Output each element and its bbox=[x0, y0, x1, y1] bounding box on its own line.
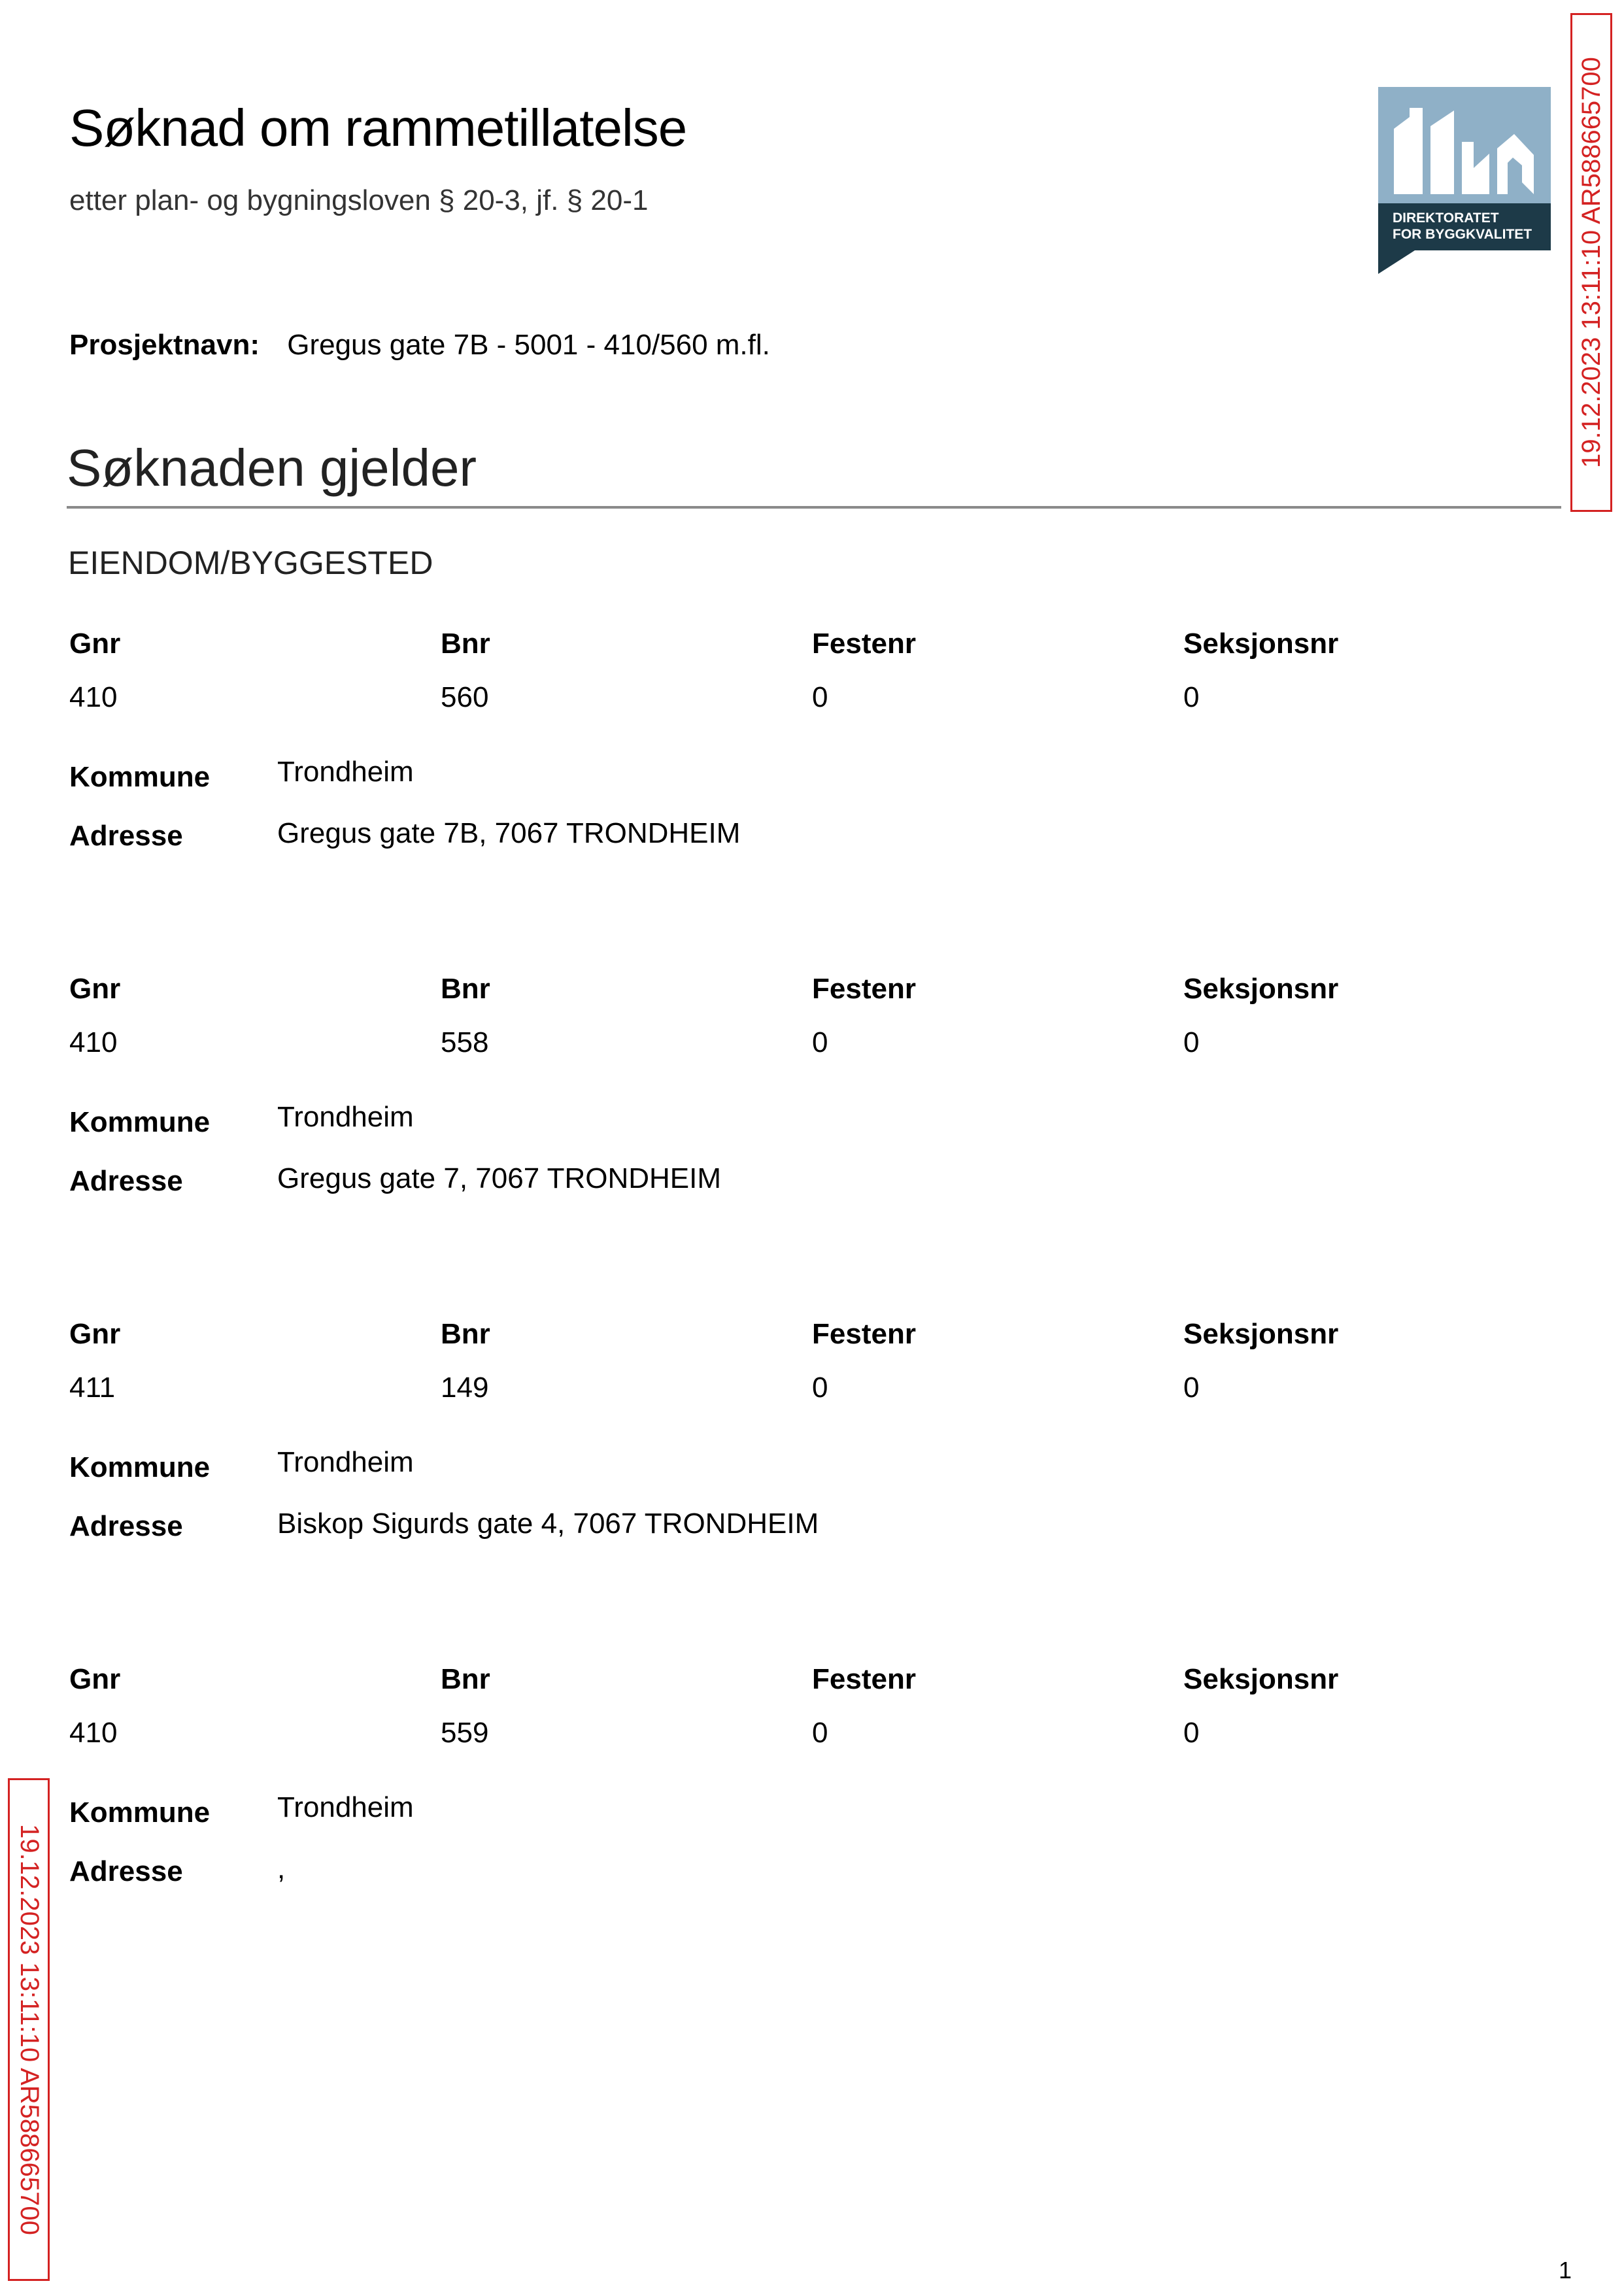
adresse-value: Gregus gate 7B, 7067 TRONDHEIM bbox=[277, 817, 741, 849]
bnr-value: 560 bbox=[441, 681, 489, 713]
gnr-value: 410 bbox=[69, 681, 118, 713]
seksjonsnr-header: Seksjonsnr bbox=[1183, 1318, 1339, 1350]
subsection-heading: EIENDOM/BYGGESTED bbox=[68, 545, 433, 581]
festenr-value: 0 bbox=[812, 1026, 828, 1058]
dibk-logo bbox=[1378, 87, 1551, 274]
gnr-header: Gnr bbox=[69, 628, 121, 660]
adresse-label: Adresse bbox=[69, 1165, 183, 1197]
section-heading: Søknaden gjelder bbox=[67, 439, 477, 497]
gnr-header: Gnr bbox=[69, 1663, 121, 1695]
seksjonsnr-header: Seksjonsnr bbox=[1183, 973, 1339, 1005]
property-block bbox=[69, 973, 1508, 1234]
bnr-value: 559 bbox=[441, 1717, 489, 1749]
bnr-value: 558 bbox=[441, 1026, 489, 1058]
gnr-value: 410 bbox=[69, 1026, 118, 1058]
document-subtitle: etter plan- og bygningsloven § 20-3, jf. § 20-1 bbox=[69, 184, 649, 216]
seksjonsnr-value: 0 bbox=[1183, 681, 1200, 713]
festenr-header: Festenr bbox=[812, 628, 916, 660]
page-number: 1 bbox=[1559, 2257, 1572, 2284]
bnr-header: Bnr bbox=[441, 1318, 490, 1350]
project-name-row bbox=[69, 329, 770, 362]
gnr-header: Gnr bbox=[69, 1318, 121, 1350]
festenr-header: Festenr bbox=[812, 973, 916, 1005]
section-divider bbox=[67, 506, 1561, 509]
archive-stamp-bottom: 19.12.2023 13:11:10 AR588665700 bbox=[8, 1778, 50, 2281]
kommune-value: Trondheim bbox=[277, 756, 414, 788]
festenr-value: 0 bbox=[812, 681, 828, 713]
bnr-header: Bnr bbox=[441, 1663, 490, 1695]
adresse-label: Adresse bbox=[69, 1510, 183, 1542]
archive-stamp-top: 19.12.2023 13:11:10 AR588665700 bbox=[1570, 13, 1612, 512]
kommune-value: Trondheim bbox=[277, 1101, 414, 1133]
project-name-value: Gregus gate 7B - 5001 - 410/560 m.fl. bbox=[287, 329, 770, 361]
kommune-label: Kommune bbox=[69, 1451, 211, 1483]
seksjonsnr-header: Seksjonsnr bbox=[1183, 628, 1339, 660]
logo-tail bbox=[1378, 250, 1415, 274]
logo-text: DIREKTORATET FOR BYGGKVALITET bbox=[1393, 211, 1532, 242]
document-title: Søknad om rammetillatelse bbox=[69, 99, 687, 157]
gnr-value: 410 bbox=[69, 1717, 118, 1749]
festenr-value: 0 bbox=[812, 1717, 828, 1749]
gnr-header: Gnr bbox=[69, 973, 121, 1005]
adresse-value: Biskop Sigurds gate 4, 7067 TRONDHEIM bbox=[277, 1508, 819, 1540]
property-block bbox=[69, 1318, 1508, 1579]
kommune-value: Trondheim bbox=[277, 1446, 414, 1478]
kommune-label: Kommune bbox=[69, 1796, 211, 1829]
seksjonsnr-value: 0 bbox=[1183, 1372, 1200, 1404]
buildings-logo-icon bbox=[1391, 103, 1538, 201]
festenr-header: Festenr bbox=[812, 1663, 916, 1695]
adresse-value: , bbox=[277, 1853, 286, 1885]
seksjonsnr-header: Seksjonsnr bbox=[1183, 1663, 1339, 1695]
gnr-value: 411 bbox=[69, 1372, 116, 1404]
adresse-label: Adresse bbox=[69, 1855, 183, 1887]
adresse-label: Adresse bbox=[69, 820, 183, 852]
festenr-value: 0 bbox=[812, 1372, 828, 1404]
kommune-value: Trondheim bbox=[277, 1791, 414, 1823]
property-block bbox=[69, 628, 1508, 889]
project-name-label: Prosjektnavn: bbox=[69, 329, 260, 361]
seksjonsnr-value: 0 bbox=[1183, 1717, 1200, 1749]
bnr-header: Bnr bbox=[441, 628, 490, 660]
kommune-label: Kommune bbox=[69, 761, 211, 793]
bnr-header: Bnr bbox=[441, 973, 490, 1005]
property-block bbox=[69, 1663, 1508, 1925]
seksjonsnr-value: 0 bbox=[1183, 1026, 1200, 1058]
kommune-label: Kommune bbox=[69, 1106, 211, 1138]
bnr-value: 149 bbox=[441, 1372, 489, 1404]
festenr-header: Festenr bbox=[812, 1318, 916, 1350]
adresse-value: Gregus gate 7, 7067 TRONDHEIM bbox=[277, 1162, 722, 1194]
